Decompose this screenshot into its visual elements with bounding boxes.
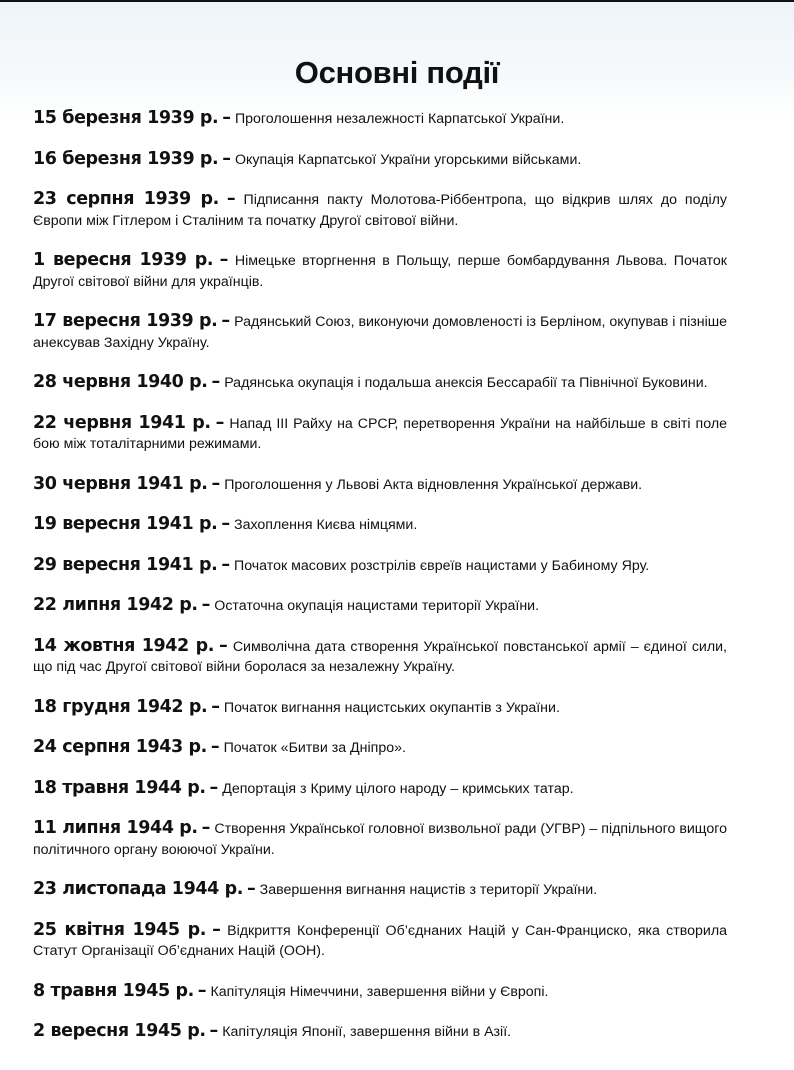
- event-date: 18 грудня 1942 р.: [33, 696, 208, 717]
- event-item: [33, 474, 727, 496]
- event-text: Підписання пакту Молотова-Ріббентропа, що відкрив шлях до поділу Європи між Гітлером і Сталіним та початку Другої світової війни.: [33, 192, 727, 229]
- event-item: [33, 818, 727, 860]
- event-text: Остаточна окупація нацистами території України.: [214, 598, 540, 614]
- event-text: Початок масових розстрілів євреїв нацистами у Бабиному Яру.: [234, 557, 650, 574]
- event-dash: –: [221, 554, 231, 575]
- event-text: Початок «Битви за Дніпро».: [223, 740, 406, 756]
- event-date: 29 вересня 1941 р.: [33, 554, 218, 575]
- event-dash: –: [210, 737, 220, 757]
- event-item: [33, 737, 727, 759]
- event-dash: –: [197, 980, 207, 1001]
- event-date: 8 травня 1945 р.: [33, 980, 194, 1001]
- event-date: 25 квітня 1945 р.: [33, 919, 206, 940]
- event-date: 28 червня 1940 р.: [33, 372, 208, 392]
- event-dash: –: [222, 108, 231, 128]
- event-item: [33, 879, 727, 901]
- event-date: 22 червня 1941 р.: [33, 412, 211, 433]
- top-border: [0, 0, 794, 2]
- event-item: [33, 636, 727, 678]
- event-text: Окупація Карпатської України угорськими військами.: [234, 151, 582, 168]
- event-text: Капітуляція Німеччини, завершення війни у Європі.: [210, 983, 549, 1000]
- event-item: [33, 778, 727, 800]
- event-text: Початок вигнання нацистських окупантів з України.: [223, 699, 560, 716]
- event-text: Радянський Союз, виконуючи домовленості із Берліном, окупував і пізніше анексував Західну Україну.: [33, 314, 727, 351]
- event-date: 19 вересня 1941 р.: [33, 514, 218, 534]
- event-dash: –: [219, 250, 229, 270]
- event-dash: –: [215, 412, 225, 433]
- event-item: [33, 413, 727, 455]
- event-text: Проголошення у Львові Акта відновлення Української держави.: [224, 476, 643, 493]
- event-item: [33, 697, 727, 719]
- event-dash: –: [219, 635, 228, 656]
- event-date: 23 листопада 1944 р.: [33, 879, 243, 899]
- event-item: [33, 189, 727, 231]
- event-text: Захоплення Києва німцями.: [234, 517, 418, 533]
- event-item: [33, 595, 727, 617]
- event-dash: –: [222, 148, 231, 169]
- event-dash: –: [221, 311, 231, 331]
- event-text: Створення Української головної визвольної ради (УГВР) – підпільного вищого політичного органу воюючої України.: [33, 821, 727, 858]
- event-dash: –: [221, 514, 231, 534]
- event-item: [33, 250, 727, 292]
- event-item: [33, 555, 727, 577]
- event-text: Проголошення незалежності Карпатської України.: [234, 111, 565, 127]
- event-date: 16 березня 1939 р.: [33, 148, 219, 169]
- event-date: 24 серпня 1943 р.: [33, 737, 207, 757]
- event-item: [33, 149, 727, 171]
- event-dash: –: [226, 189, 236, 209]
- event-text: Завершення вигнання нацистів з території України.: [259, 882, 598, 898]
- event-text: Капітуляція Японії, завершення війни в Азії.: [222, 1024, 512, 1040]
- event-list: [33, 108, 727, 1043]
- event-text: Радянська окупація і подальша анексія Бессарабії та Північної Буковини.: [224, 375, 708, 391]
- event-dash: –: [211, 372, 221, 392]
- event-date: 14 жовтня 1942 р.: [33, 635, 214, 656]
- event-date: 18 травня 1944 р.: [33, 777, 206, 798]
- event-text: Символічна дата створення Української повстанської армії – єдиної сили, що під час Другої світової війни боролася за незалежну Україну.: [33, 638, 727, 675]
- event-item: [33, 372, 727, 394]
- event-item: [33, 514, 727, 536]
- event-dash: –: [209, 1021, 219, 1041]
- event-dash: –: [211, 696, 220, 717]
- event-date: 23 серпня 1939 р.: [33, 189, 219, 209]
- event-dash: –: [212, 919, 221, 940]
- event-text: Німецьке вторгнення в Польщу, перше бомбардування Львова. Початок Другої світової війни для українців.: [33, 253, 727, 290]
- event-dash: –: [211, 473, 221, 494]
- event-text: Відкриття Конференції Об’єднаних Націй у Сан-Франциско, яка створила Статут Організації Об’єднаних Націй (ООН).: [33, 922, 727, 959]
- event-date: 1 вересня 1939 р.: [33, 250, 214, 270]
- event-dash: –: [201, 595, 211, 615]
- event-date: 30 червня 1941 р.: [33, 473, 208, 494]
- event-item: [33, 311, 727, 353]
- event-item: [33, 108, 727, 130]
- page-title: Основні події: [294, 54, 500, 90]
- event-dash: –: [209, 777, 219, 798]
- event-item: [33, 981, 727, 1003]
- event-item: [33, 1021, 727, 1043]
- event-text: Напад ІІІ Райху на СРСР, перетворення України на найбільше в світі поле бою між тоталітарними режимами.: [33, 415, 727, 452]
- event-date: 15 березня 1939 р.: [33, 108, 219, 128]
- event-text: Депортація з Криму цілого народу – кримських татар.: [222, 780, 574, 797]
- event-item: [33, 920, 727, 962]
- event-dash: –: [201, 818, 211, 838]
- event-date: 17 вересня 1939 р.: [33, 311, 218, 331]
- event-date: 22 липня 1942 р.: [33, 595, 198, 615]
- event-date: 11 липня 1944 р.: [33, 818, 198, 838]
- event-date: 2 вересня 1945 р.: [33, 1021, 206, 1041]
- event-dash: –: [246, 879, 256, 899]
